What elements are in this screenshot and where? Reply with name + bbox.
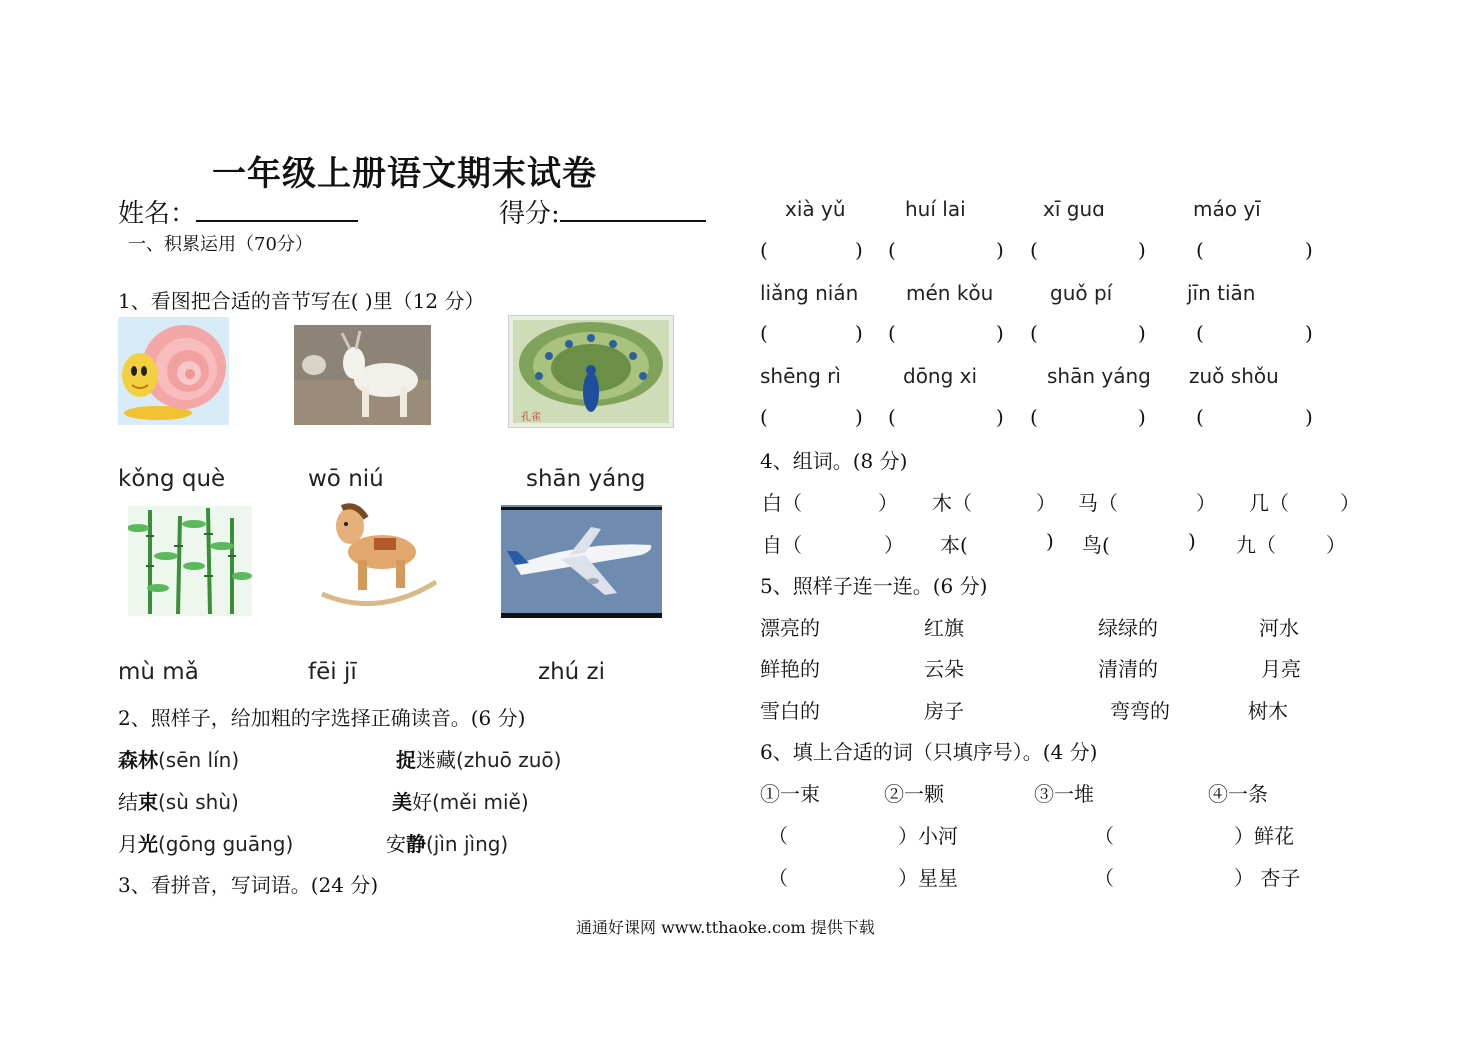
q3-pinyin: huí lai bbox=[905, 197, 966, 221]
q4-word[interactable]: 马（ bbox=[1078, 491, 1118, 515]
q4-word[interactable]: 自（ bbox=[762, 533, 802, 557]
score-blank[interactable] bbox=[560, 198, 706, 222]
q4-close: ） bbox=[1340, 491, 1360, 515]
q4-word[interactable]: 本( bbox=[940, 533, 968, 557]
q3-pinyin: guǒ pí bbox=[1050, 281, 1113, 305]
q3-pinyin: máo yī bbox=[1193, 197, 1261, 221]
name-label: 姓名： bbox=[118, 199, 197, 229]
q6-heading: 6、填上合适的词（只填序号）。(4 分) bbox=[760, 740, 1098, 764]
answer-paren-close: ) bbox=[996, 238, 1004, 262]
answer-paren-close: ) bbox=[1138, 321, 1146, 345]
answer-paren-open[interactable]: ( bbox=[760, 321, 768, 345]
q4-close: ） bbox=[1326, 533, 1346, 557]
q4-word[interactable]: 木（ bbox=[932, 491, 972, 515]
q4-word[interactable]: 白（ bbox=[762, 491, 802, 515]
q2-item: 月光(gōng guāng) bbox=[118, 832, 294, 856]
q3-pinyin: shān yáng bbox=[1047, 364, 1151, 388]
q5-word[interactable]: 云朵 bbox=[924, 657, 964, 681]
q4-close: ) bbox=[1046, 529, 1054, 553]
q5-word[interactable]: 漂亮的 bbox=[760, 616, 820, 640]
q5-word[interactable]: 雪白的 bbox=[760, 699, 820, 723]
q6-blank-word: ）星星 bbox=[898, 866, 958, 890]
q5-word[interactable]: 鲜艳的 bbox=[760, 657, 820, 681]
q5-word[interactable]: 绿绿的 bbox=[1098, 616, 1158, 640]
airplane-image bbox=[501, 505, 662, 618]
q5-word[interactable]: 红旗 bbox=[924, 616, 964, 640]
q1-pinyin-3: shān yáng bbox=[526, 466, 646, 492]
q5-word[interactable]: 清清的 bbox=[1098, 657, 1158, 681]
q1-pinyin-6: zhú zi bbox=[538, 659, 606, 685]
q4-heading: 4、组词。(8 分) bbox=[760, 449, 908, 473]
section-heading: 一、积累运用（70分） bbox=[128, 234, 313, 255]
page-title: 一年级上册语文期末试卷 bbox=[212, 154, 597, 194]
q3-pinyin: shēng rì bbox=[760, 364, 841, 388]
q2-item: 安静(jìn jìng) bbox=[386, 832, 509, 856]
q6-blank-open[interactable]: （ bbox=[1094, 824, 1114, 848]
q5-word[interactable]: 弯弯的 bbox=[1110, 699, 1170, 723]
answer-paren-close: ) bbox=[855, 238, 863, 262]
answer-paren-close: ) bbox=[996, 405, 1004, 429]
answer-paren-close: ) bbox=[1305, 238, 1313, 262]
peacock-watermark: 孔雀 bbox=[521, 412, 541, 423]
q3-heading: 3、看拼音，写词语。(24 分) bbox=[118, 873, 379, 897]
q3-pinyin: mén kǒu bbox=[906, 281, 994, 305]
q3-pinyin: xià yǔ bbox=[785, 197, 846, 221]
q6-option: ③一堆 bbox=[1034, 782, 1094, 806]
answer-paren-close: ) bbox=[855, 321, 863, 345]
q5-word[interactable]: 房子 bbox=[924, 699, 964, 723]
q4-word[interactable]: 几（ bbox=[1249, 491, 1289, 515]
q6-option: ②一颗 bbox=[884, 782, 944, 806]
footer-credit: 通通好课网 www.tthaoke.com 提供下载 bbox=[576, 918, 875, 937]
answer-paren-open[interactable]: ( bbox=[1196, 321, 1204, 345]
name-field[interactable] bbox=[118, 193, 358, 230]
answer-paren-close: ) bbox=[1138, 405, 1146, 429]
q2-item: 捉迷藏(zhuō zuō) bbox=[396, 748, 562, 772]
q3-pinyin: jīn tiān bbox=[1187, 281, 1256, 305]
q6-option: ①一束 bbox=[760, 782, 820, 806]
q4-close: ) bbox=[1188, 529, 1196, 553]
q6-option: ④一条 bbox=[1208, 782, 1268, 806]
q5-heading: 5、照样子连一连。(6 分) bbox=[760, 574, 988, 598]
answer-paren-open[interactable]: ( bbox=[1030, 405, 1038, 429]
answer-paren-open[interactable]: ( bbox=[888, 321, 896, 345]
q2-heading: 2、照样子，给加粗的字选择正确读音。(6 分) bbox=[118, 706, 526, 730]
answer-paren-close: ) bbox=[996, 321, 1004, 345]
answer-paren-close: ) bbox=[1305, 321, 1313, 345]
q6-blank-open[interactable]: （ bbox=[1094, 866, 1114, 890]
q1-pinyin-5: fēi jī bbox=[308, 659, 357, 685]
q4-word[interactable]: 鸟( bbox=[1082, 533, 1110, 557]
answer-paren-open[interactable]: ( bbox=[1196, 405, 1204, 429]
q4-close: ） bbox=[878, 491, 898, 515]
q3-pinyin: xī guɑ bbox=[1043, 197, 1105, 221]
answer-paren-close: ) bbox=[1305, 405, 1313, 429]
q6-blank-open[interactable]: （ bbox=[768, 866, 788, 890]
bamboo-image bbox=[128, 506, 252, 616]
answer-paren-open[interactable]: ( bbox=[888, 238, 896, 262]
q4-close: ） bbox=[884, 533, 904, 557]
q1-pinyin-2: wō niú bbox=[308, 466, 384, 492]
q4-word[interactable]: 九（ bbox=[1236, 533, 1276, 557]
q1-pinyin-4: mù mǎ bbox=[118, 659, 199, 685]
q3-pinyin: liǎng nián bbox=[760, 281, 859, 305]
q4-close: ） bbox=[1036, 491, 1056, 515]
name-blank[interactable] bbox=[196, 198, 358, 222]
q6-blank-open[interactable]: （ bbox=[768, 824, 788, 848]
q5-word[interactable]: 月亮 bbox=[1261, 657, 1301, 681]
answer-paren-open[interactable]: ( bbox=[1030, 238, 1038, 262]
q1-heading: 1、看图把合适的音节写在( )里（12 分） bbox=[118, 289, 485, 313]
peacock-image bbox=[508, 315, 674, 428]
answer-paren-close: ) bbox=[855, 405, 863, 429]
q3-pinyin: zuǒ shǒu bbox=[1189, 364, 1279, 388]
answer-paren-close: ) bbox=[1138, 238, 1146, 262]
rocking-horse-image bbox=[316, 500, 440, 616]
score-field[interactable] bbox=[499, 193, 706, 230]
q5-word[interactable]: 河水 bbox=[1259, 616, 1299, 640]
q6-blank-word: ） 杏子 bbox=[1234, 866, 1301, 890]
answer-paren-open[interactable]: ( bbox=[760, 405, 768, 429]
answer-paren-open[interactable]: ( bbox=[760, 238, 768, 262]
q6-blank-word: ）小河 bbox=[898, 824, 958, 848]
q5-word[interactable]: 树木 bbox=[1248, 699, 1288, 723]
q2-item: 美好(měi miě) bbox=[392, 790, 529, 814]
answer-paren-open[interactable]: ( bbox=[1196, 238, 1204, 262]
score-label: 得分: bbox=[499, 199, 560, 229]
q4-close: ） bbox=[1196, 491, 1216, 515]
q2-item: 森林(sēn lín) bbox=[118, 748, 240, 772]
answer-paren-open[interactable]: ( bbox=[888, 405, 896, 429]
goat-image bbox=[294, 325, 431, 425]
q2-item: 结束(sù shù) bbox=[118, 790, 239, 814]
answer-paren-open[interactable]: ( bbox=[1030, 321, 1038, 345]
q3-pinyin: dōng xi bbox=[903, 364, 978, 388]
q6-blank-word: ）鲜花 bbox=[1234, 824, 1294, 848]
snail-image bbox=[118, 317, 229, 425]
q1-pinyin-1: kǒng què bbox=[118, 466, 226, 492]
